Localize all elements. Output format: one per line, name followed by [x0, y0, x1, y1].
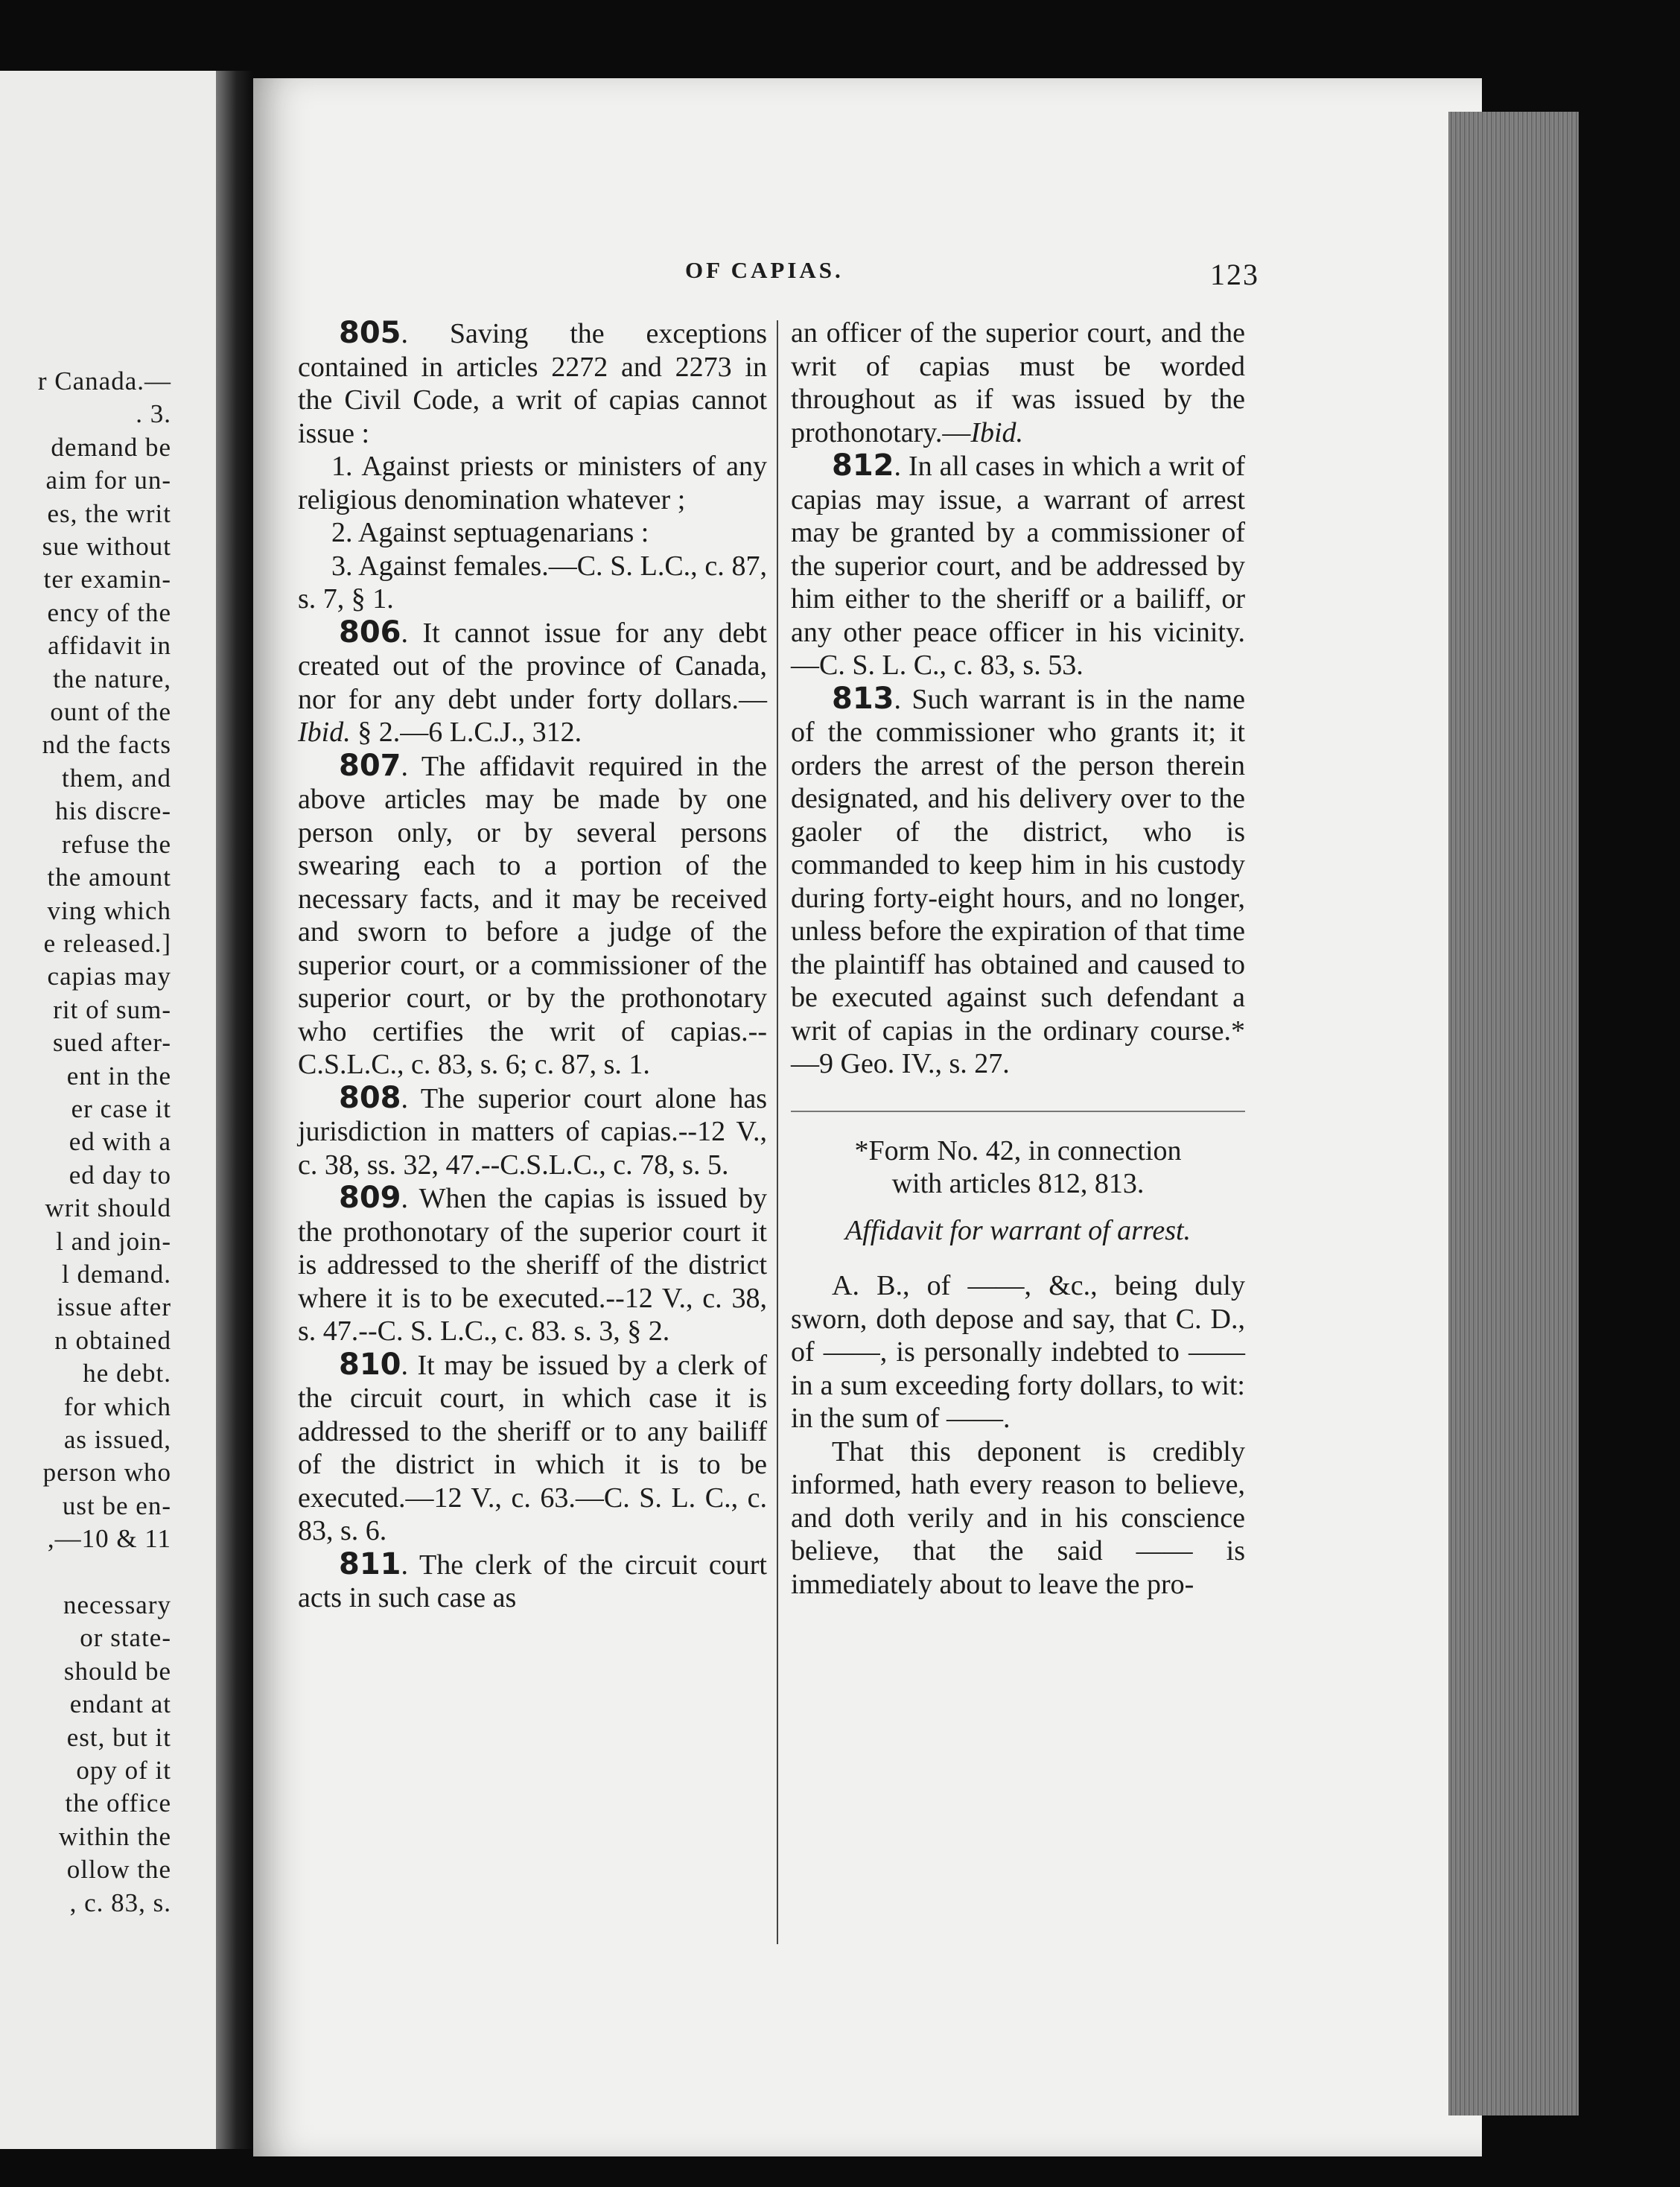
footnote-line: *Form No. 42, in connection — [854, 1134, 1182, 1166]
left-page-line: writ should — [45, 1193, 171, 1223]
form-paragraph: That this deponent is credibly informed, hath every reason to believe, and doth verily and in his conscience believe, that the said —— is immediately about to leave the pro- — [791, 1435, 1245, 1600]
article-807 — [298, 749, 767, 1082]
form-title: Affidavit for warrant of arrest. — [844, 1214, 1191, 1246]
right-column — [791, 317, 1245, 1601]
article-text: an officer of the superior court, and the writ of capias must be worded throughout as if was issued by the prothonotary.— — [791, 317, 1245, 448]
left-page-line: or state- — [80, 1623, 171, 1653]
list-item: 2. Against septuagenarians : — [331, 517, 649, 548]
left-page-line: r Canada.— — [37, 366, 171, 396]
article-809 — [298, 1181, 767, 1348]
article-text: . In all cases in which a writ of capias may issue, a warrant of arrest may be granted by a commissioner of the superior court, and be addressed by him either to the sheriff or a bailiff, or any other peace officer in his vicinity.—C. S. L. C., c. 83, s. 53. — [791, 451, 1245, 681]
article-text: . The clerk of the circuit court acts in such case as — [298, 1549, 767, 1613]
article-number: 806 — [339, 615, 401, 650]
left-page-line: affidavit in — [48, 631, 171, 661]
left-page-line: ent in the — [66, 1061, 171, 1091]
background-edge — [1579, 112, 1680, 2187]
article-text: . It may be issued by a clerk of the circuit court, in which case it is addressed to the sheriff or to any bailiff of the district in which it is to be executed.—12 V., c. 63.—C. S. L. C., c. 83, s. 6. — [298, 1349, 767, 1546]
article-text: . The superior court alone has jurisdiction in matters of capias.--12 V., c. 38, ss. 32, 47.--C.S.L.C., c. 78, s. 5. — [298, 1082, 767, 1181]
article-number: 807 — [339, 748, 401, 783]
article-811-continued — [791, 317, 1245, 449]
left-page-line: should be — [63, 1656, 171, 1686]
article-text: . Saving the exceptions contained in articles 2272 and 2273 in the Civil Code, a writ of capias cannot issue : — [298, 318, 767, 449]
left-page-line: ollow the — [66, 1855, 171, 1885]
left-page-line: , c. 83, s. — [69, 1888, 171, 1917]
left-page-text — [38, 365, 171, 1920]
column-rule — [777, 320, 778, 1944]
left-page-line: within the — [59, 1821, 171, 1851]
left-page-line: them, and — [61, 763, 171, 793]
left-page-line: opy of it — [76, 1756, 171, 1786]
footnote-rule — [791, 1111, 1245, 1112]
left-page-line: l and join- — [56, 1226, 171, 1256]
left-page-line: aim for un- — [45, 466, 171, 495]
left-page-line: ed day to — [69, 1160, 171, 1190]
article-number: 810 — [339, 1347, 401, 1382]
left-page-line: for which — [63, 1391, 171, 1421]
left-page-line: issue after — [57, 1292, 171, 1322]
article-text: . It cannot issue for any debt created out of the province of Canada, nor for any debt under forty dollars.— — [298, 617, 767, 715]
left-page-line: es, the writ — [47, 498, 171, 528]
left-page-line: e released.] — [43, 928, 171, 958]
citation-tail: § 2.—6 L.C.J., 312. — [357, 717, 582, 748]
article-811 — [298, 1548, 767, 1615]
form-paragraph: A. B., of ——, &c., being duly sworn, doth depose and say, that C. D., of ——, is personally indebted to —— in a sum exceeding forty dollars, to wit: in the sum of ——. — [791, 1270, 1245, 1434]
article-810 — [298, 1348, 767, 1548]
left-page-line: ust be en- — [62, 1491, 171, 1520]
article-number: 808 — [339, 1080, 401, 1115]
left-page-line: n obtained — [54, 1325, 171, 1355]
article-number: 809 — [339, 1181, 401, 1215]
left-column — [298, 317, 767, 1615]
article-number: 812 — [832, 448, 894, 483]
left-page-line: rit of sum- — [53, 994, 171, 1024]
left-page-line: ency of the — [47, 597, 171, 627]
left-page-line: ount of the — [50, 697, 171, 727]
left-page-line: l demand. — [61, 1259, 171, 1289]
left-page-line: necessary — [63, 1590, 171, 1620]
left-page-line: sue without — [42, 532, 171, 562]
page-number: 123 — [1210, 258, 1259, 291]
article-number: 813 — [832, 681, 894, 716]
left-page-line: capias may — [47, 962, 171, 991]
left-page-line: he debt. — [83, 1359, 171, 1388]
left-page-line: the nature, — [53, 664, 171, 693]
left-page-line: demand be — [51, 432, 171, 462]
left-page-line: person who — [42, 1458, 171, 1488]
left-page-line: ed with a — [69, 1127, 171, 1157]
article-number: 805 — [339, 316, 401, 350]
left-facing-page — [0, 71, 223, 2149]
footnote-line: with articles 812, 813. — [891, 1168, 1145, 1199]
left-page-line: the office — [65, 1788, 171, 1818]
citation: Ibid. — [298, 717, 351, 748]
article-813 — [791, 682, 1245, 1081]
left-page-line: endant at — [69, 1689, 171, 1719]
left-page-line: nd the facts — [42, 730, 171, 760]
list-item: 3. Against females.—C. S. L.C., c. 87, s. 7, § 1. — [298, 550, 767, 615]
article-text: . When the capias is issued by the prothonotary of the superior court it is addressed to the sheriff of the district where it is to be executed.--12 V., c. 38, s. 47.--C. S. L.C., c. 83. s. 3, § 2. — [298, 1183, 767, 1347]
left-page-line: ving which — [47, 895, 171, 925]
left-page-line: est, but it — [66, 1722, 171, 1752]
running-head: OF CAPIAS. — [685, 257, 844, 283]
left-page-line: ter examin- — [43, 565, 171, 594]
citation: Ibid. — [970, 416, 1024, 448]
left-page-line — [38, 1556, 171, 1589]
article-number: 811 — [339, 1546, 401, 1581]
book-gutter — [216, 71, 253, 2149]
article-806 — [298, 616, 767, 749]
left-page-line: er case it — [71, 1094, 171, 1123]
left-page-line: refuse the — [61, 829, 171, 859]
left-page-line: sued after- — [53, 1028, 171, 1058]
left-page-line: his discre- — [55, 796, 171, 826]
article-805 — [298, 317, 767, 450]
article-812 — [791, 449, 1245, 682]
left-page-line: as issued, — [63, 1425, 171, 1454]
left-page-line: . 3. — [136, 399, 171, 429]
article-text: . The affidavit required in the above articles may be made by one person only, or by several persons swearing each to a portion of the necessary facts, and it may be received and sworn to before a judge of the superior court, or a commissioner of the superior court, or by the prothonotary who certifies the writ of capias.--C.S.L.C., c. 83, s. 6; c. 87, s. 1. — [298, 750, 767, 1080]
left-page-line: the amount — [47, 863, 171, 892]
list-item: 1. Against priests or ministers of any religious denomination whatever ; — [298, 451, 767, 515]
article-808 — [298, 1082, 767, 1182]
article-text: . Such warrant is in the name of the commissioner who grants it; it orders the arrest of the person therein designated, and his delivery over to the gaoler of the district, who is commanded to keep him in his custody during forty-eight hours, and no longer, unless before the expiration of that time the plaintiff has obtained and caused to be executed against such defendant a writ of capias in the ordinary course.*—9 Geo. IV., s. 27. — [791, 683, 1245, 1079]
left-page-line: ,—10 & 11 — [47, 1524, 171, 1554]
